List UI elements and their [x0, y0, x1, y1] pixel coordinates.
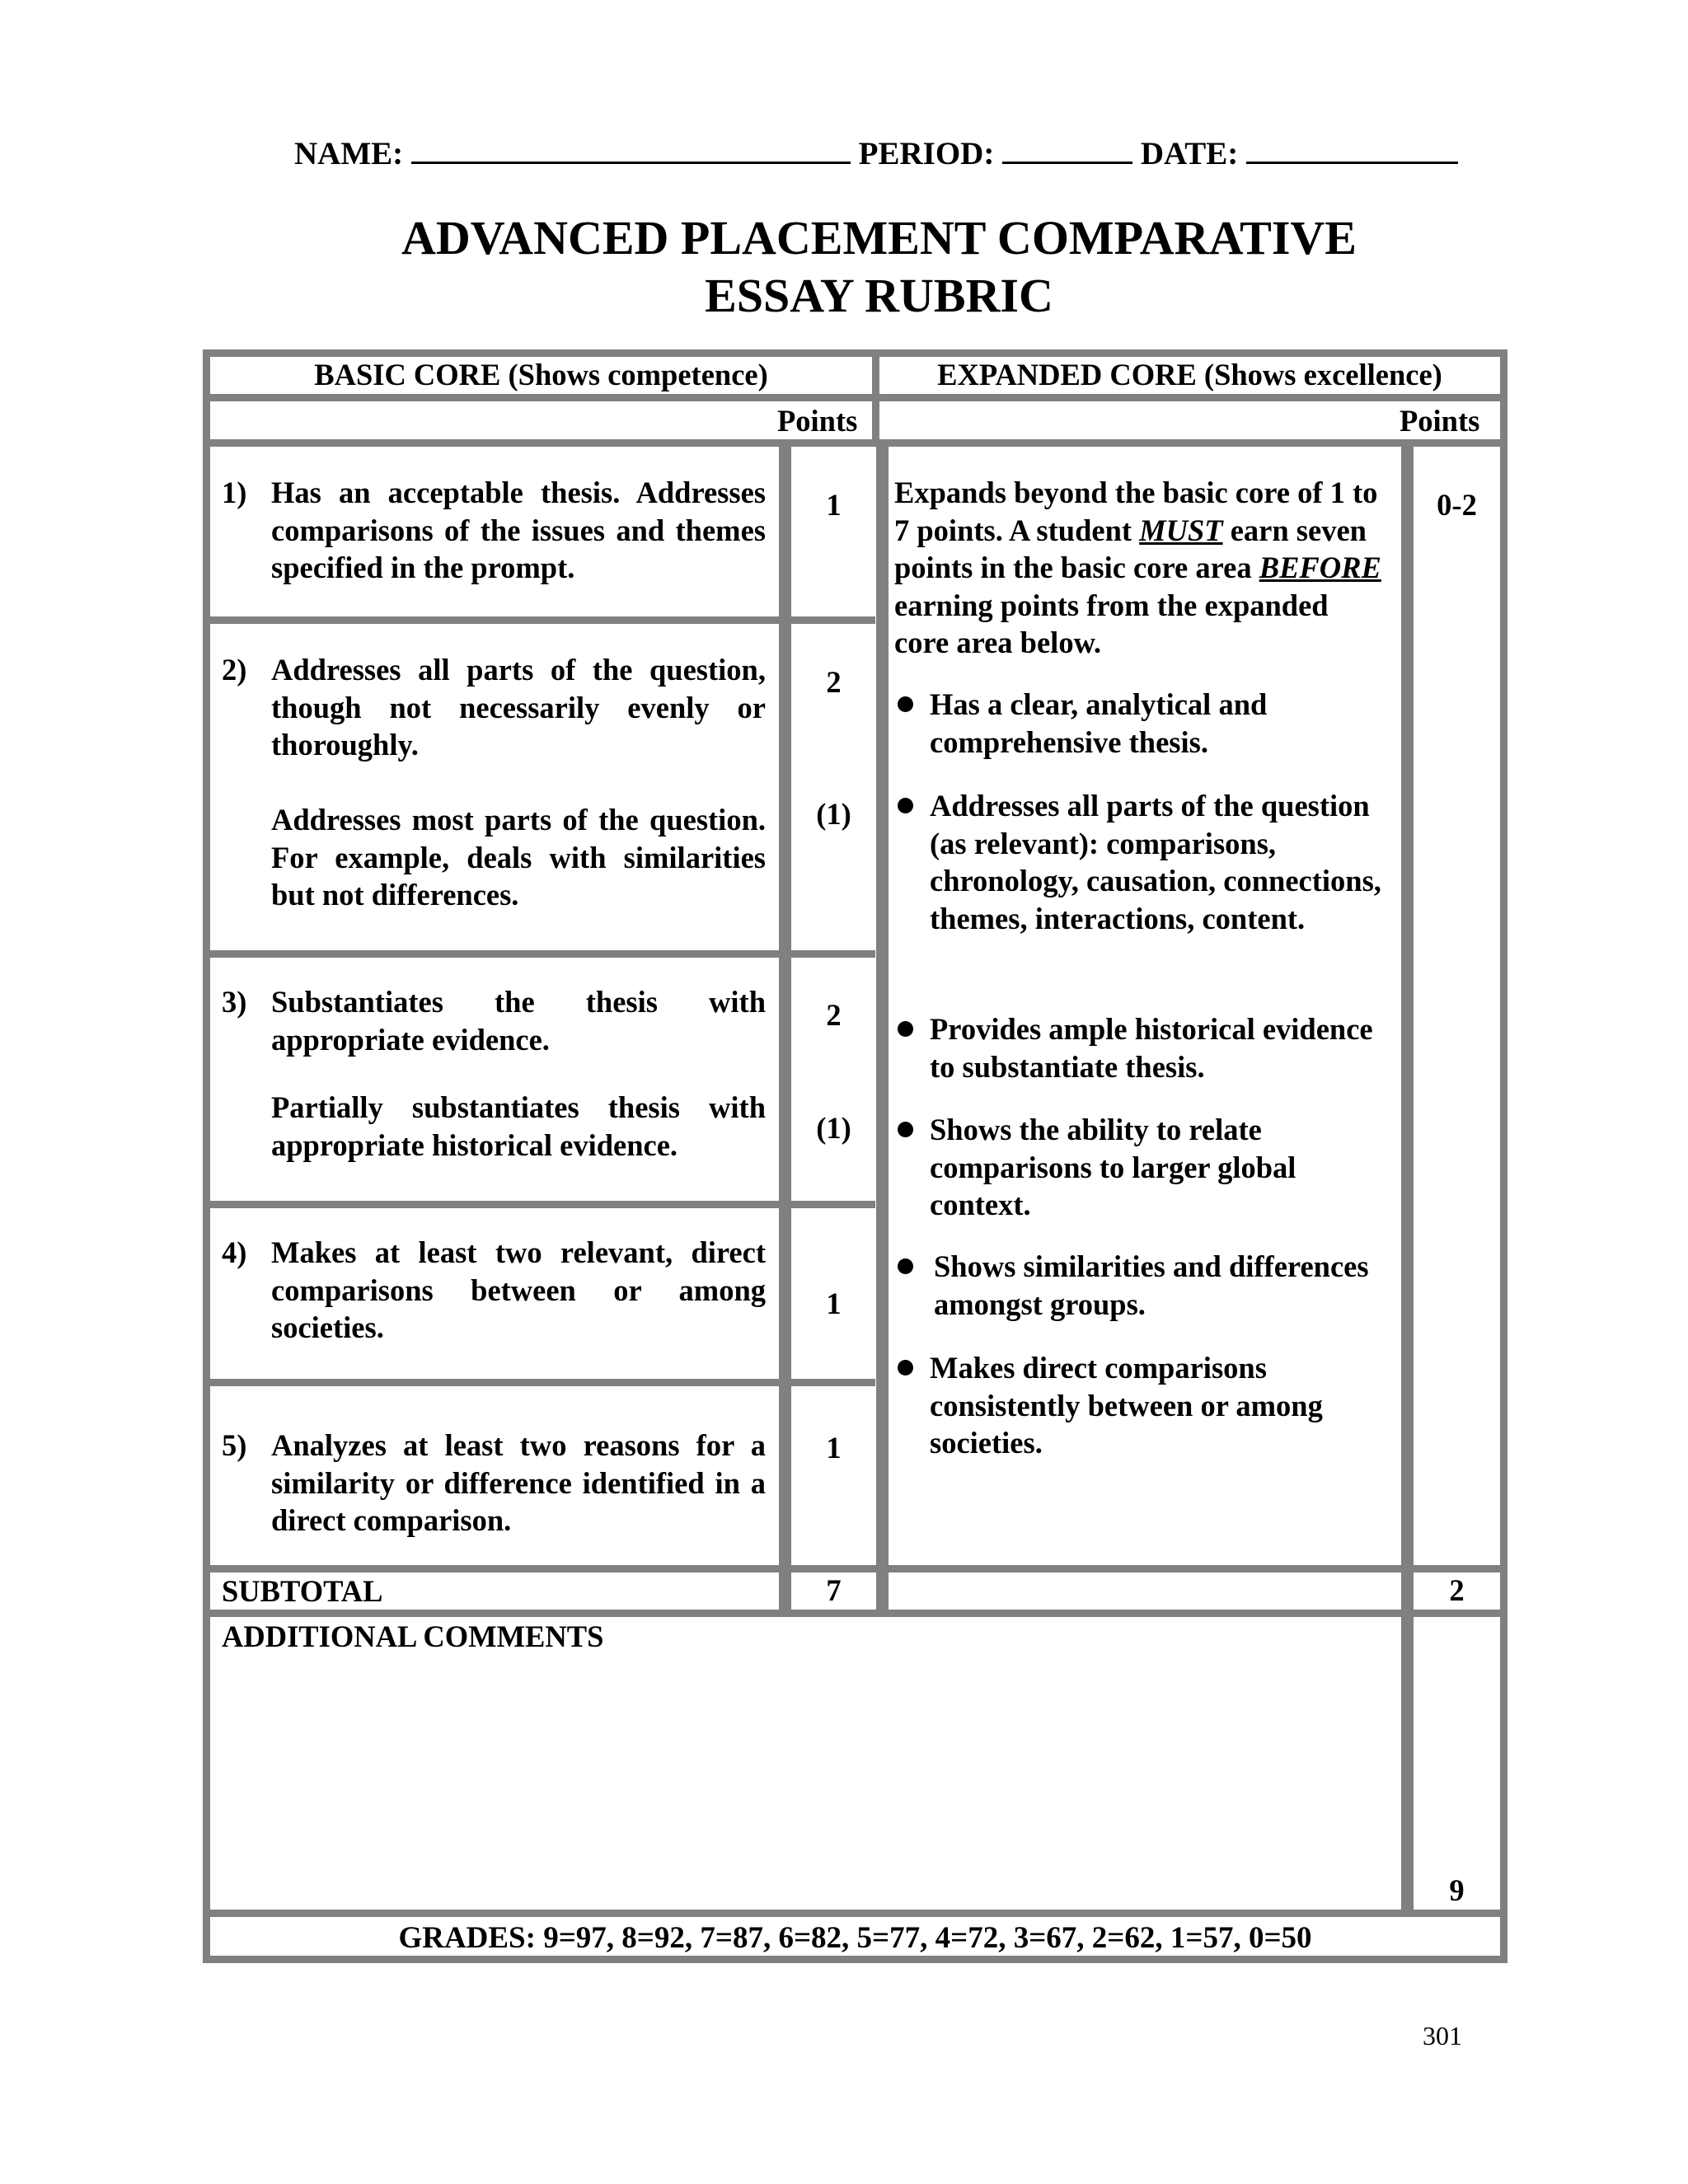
bullet-icon	[898, 1122, 913, 1137]
item-5-number: 5)	[222, 1428, 247, 1462]
item-4-number: 4)	[222, 1235, 247, 1269]
subtotal-basic-value: 7	[826, 1573, 842, 1607]
expanded-points-label: Points	[1400, 404, 1480, 438]
bullet-icon	[898, 696, 913, 712]
bullet-icon	[898, 1021, 913, 1037]
grades-scale: GRADES: 9=97, 8=92, 7=87, 6=82, 5=77, 4=72, 3=67, 2=62, 1=57, 0=50	[398, 1921, 1312, 1955]
date-field[interactable]	[1246, 134, 1458, 164]
item-4-points: 1	[826, 1286, 842, 1320]
bullet-icon	[898, 1360, 913, 1376]
expanded-core-header: EXPANDED CORE (Shows excellence)	[937, 358, 1442, 391]
before-emphasis: BEFORE	[1259, 551, 1381, 584]
date-label: DATE:	[1140, 136, 1239, 171]
total-score: 9	[1449, 1873, 1465, 1907]
expanded-intro: Expands beyond the basic core of 1 to 7 points. A student MUST earn seven points in the basic core area BEFORE earning points from the expanded core area below.	[894, 476, 1381, 659]
item-5-points: 1	[826, 1431, 842, 1465]
page-number: 301	[1423, 2021, 1462, 2050]
name-label: NAME:	[294, 136, 404, 171]
period-label: PERIOD:	[858, 136, 995, 171]
item-2-text: Addresses all parts of the question, though not necessarily evenly or thoroughly.	[271, 653, 766, 762]
page-subtitle: ESSAY RUBRIC	[705, 269, 1053, 322]
bullet-icon	[898, 1258, 913, 1274]
comments-label: ADDITIONAL COMMENTS	[222, 1619, 604, 1653]
must-emphasis: MUST	[1139, 513, 1223, 547]
student-info-line	[294, 134, 1458, 172]
item-1-number: 1)	[222, 476, 247, 509]
bullet-icon	[898, 798, 913, 813]
page-title: ADVANCED PLACEMENT COMPARATIVE	[401, 211, 1357, 265]
item-3-points: 2	[826, 998, 842, 1032]
item-3-alt-text: Partially substantiates thesis with appropriate historical evidence.	[271, 1090, 766, 1162]
item-2-number: 2)	[222, 653, 247, 687]
comments-area[interactable]	[214, 1657, 1397, 1904]
item-3-number: 3)	[222, 985, 247, 1019]
item-1-points: 1	[826, 488, 842, 522]
name-field[interactable]	[411, 134, 851, 164]
subtotal-label: SUBTOTAL	[222, 1574, 383, 1608]
expanded-points: 0-2	[1437, 488, 1477, 522]
item-3-alt-points: (1)	[816, 1111, 851, 1145]
item-2-points: 2	[826, 665, 842, 699]
item-1-text: Has an acceptable thesis. Addresses comparisons of the issues and themes specified in the prompt.	[271, 476, 766, 584]
item-2-alt-text: Addresses most parts of the question. For example, deals with similarities but not differences.	[271, 803, 766, 912]
basic-points-label: Points	[777, 404, 858, 438]
basic-core-header: BASIC CORE (Shows competence)	[314, 358, 768, 391]
item-3-text: Substantiates the thesis with appropriate evidence.	[271, 985, 766, 1057]
item-2-alt-points: (1)	[816, 797, 851, 831]
period-field[interactable]	[1002, 134, 1132, 164]
item-4-text: Makes at least two relevant, direct comparisons between or among societies.	[271, 1235, 766, 1344]
item-5-text: Analyzes at least two reasons for a similarity or difference identified in a direct comparison.	[271, 1428, 766, 1537]
subtotal-expanded-value: 2	[1449, 1573, 1465, 1607]
